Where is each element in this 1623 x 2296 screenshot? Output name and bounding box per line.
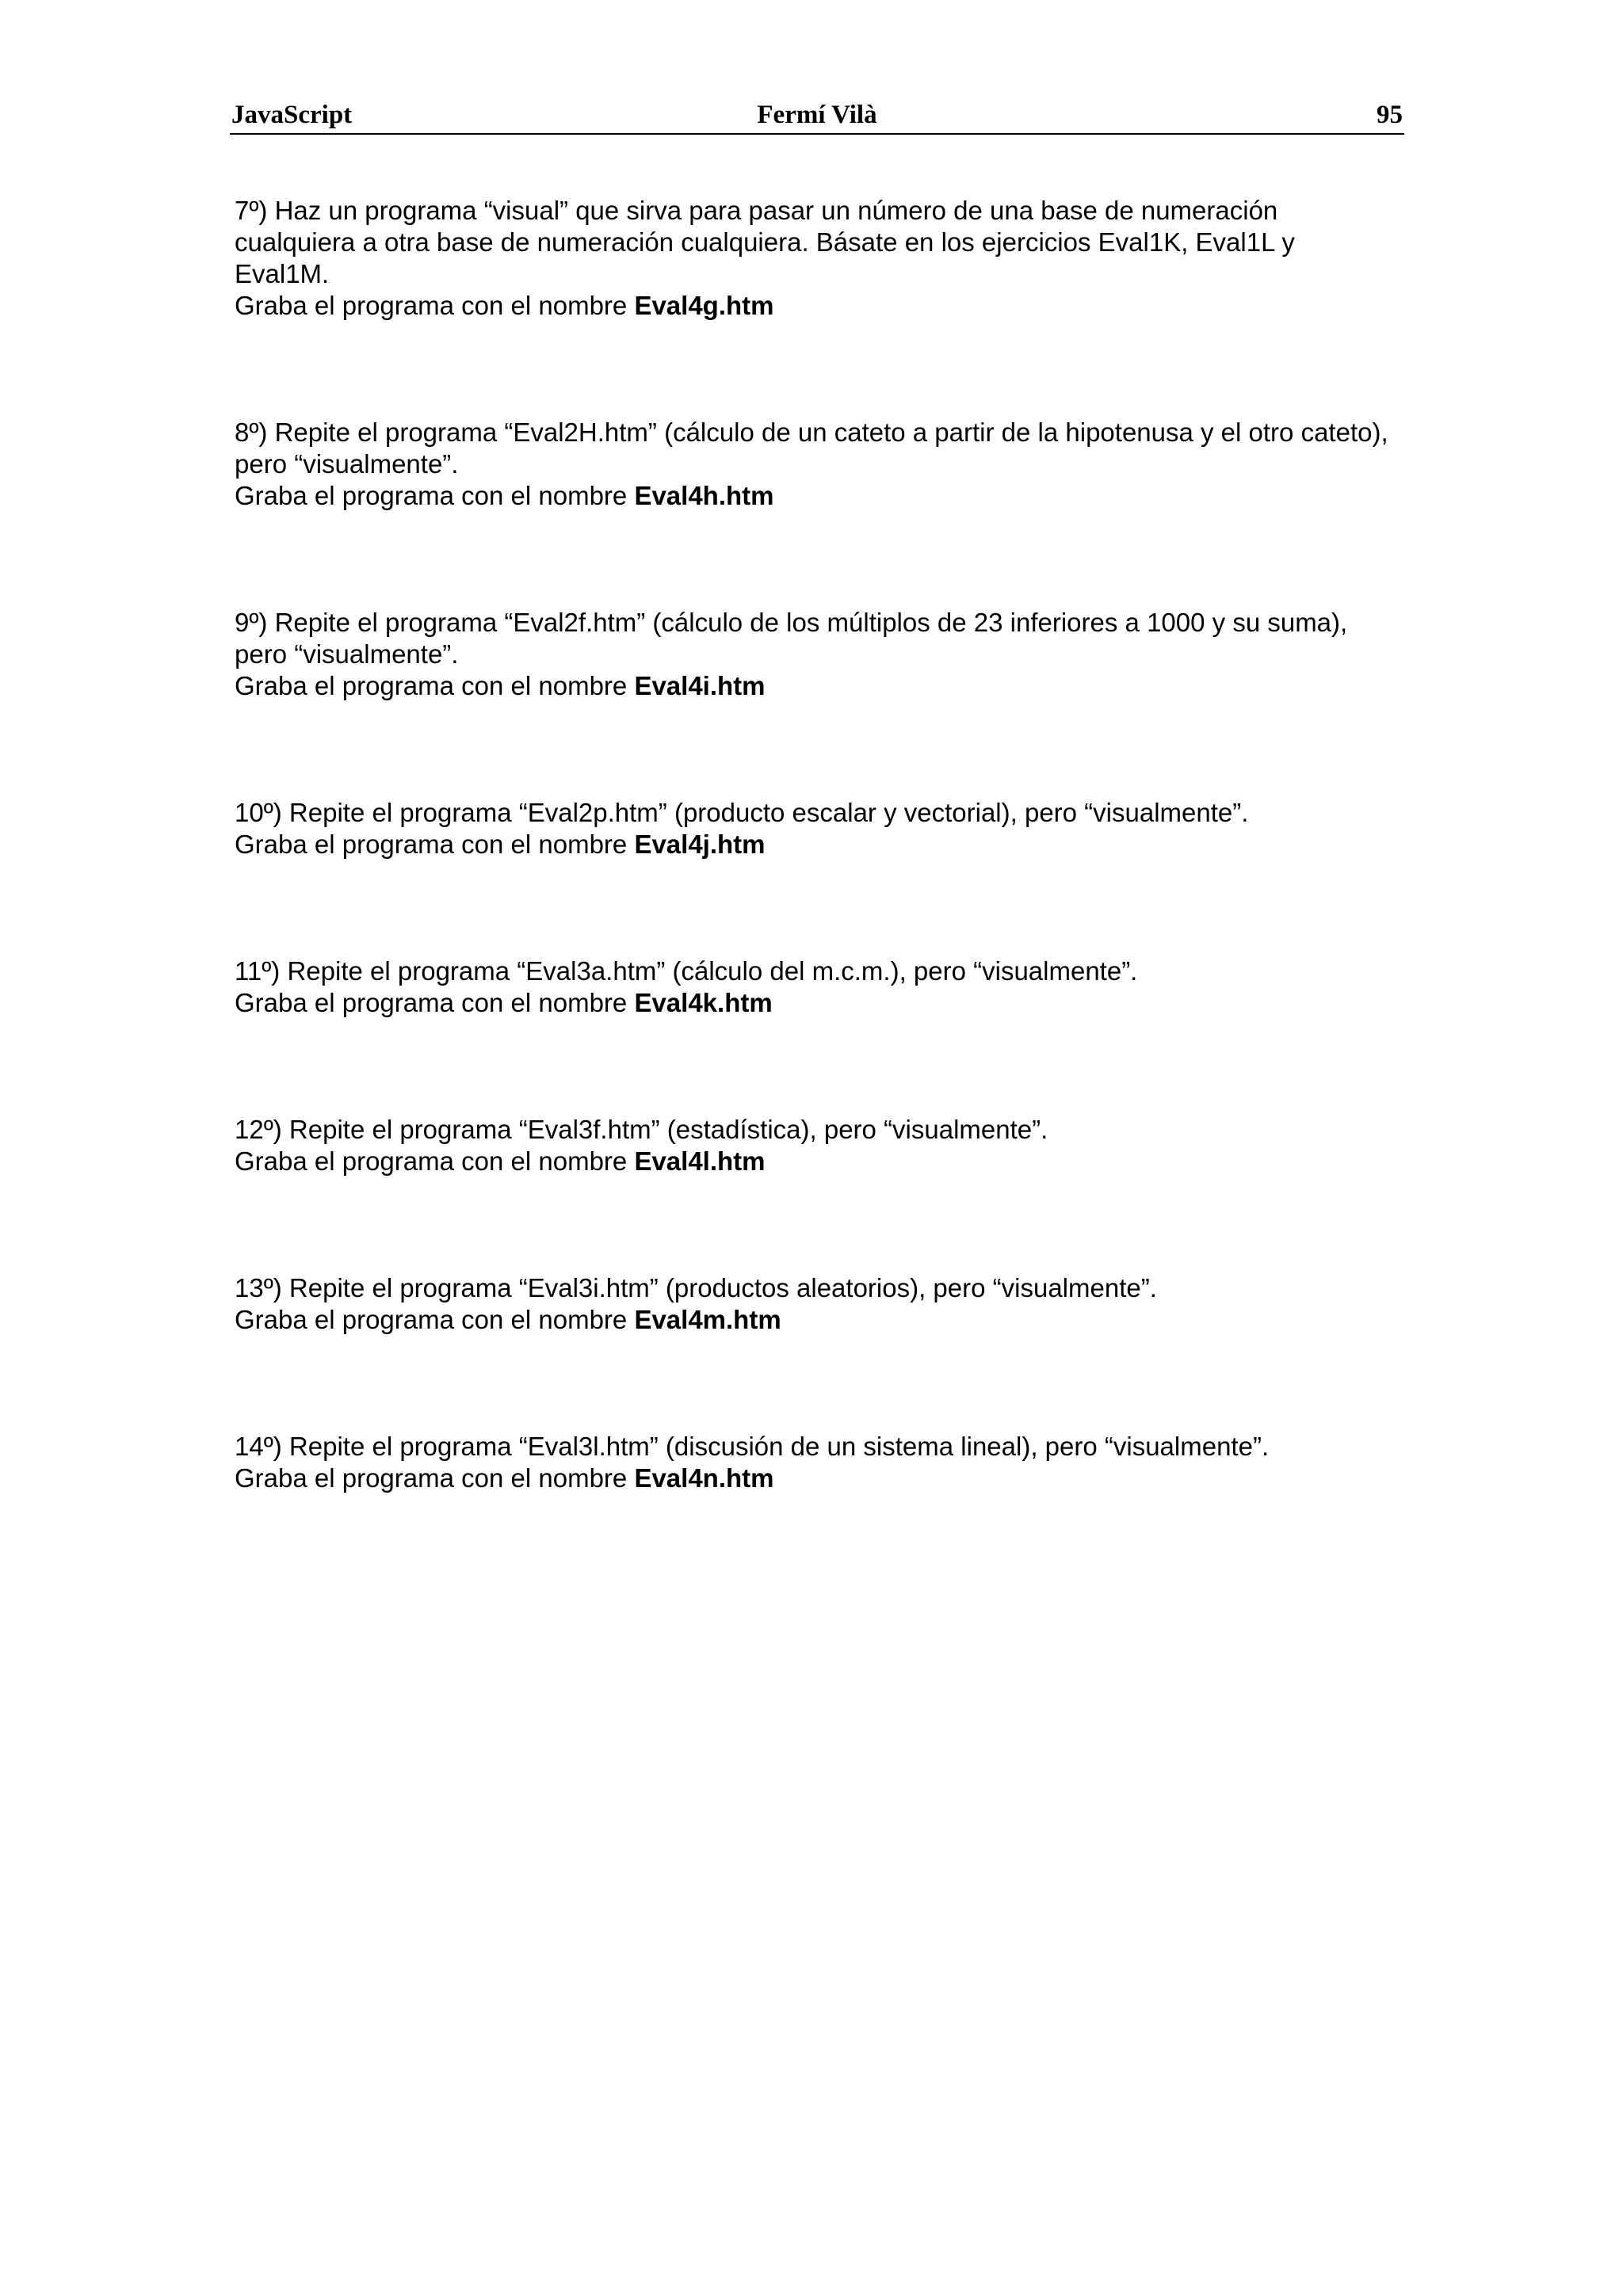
save-prefix: Graba el programa con el nombre [235, 1305, 628, 1334]
save-prefix: Graba el programa con el nombre [235, 988, 628, 1017]
exercise-9 [235, 607, 1392, 702]
exercise-statement: 12º) Repite el programa “Eval3f.htm” (estadística), pero “visualmente”. [235, 1115, 1048, 1144]
page-header [230, 98, 1404, 135]
save-prefix: Graba el programa con el nombre [235, 830, 628, 859]
exercise-statement: 9º) Repite el programa “Eval2f.htm” (cálculo de los múltiplos de 23 inferiores a 1000 y su suma), pero “visualmente”. [235, 608, 1348, 669]
save-prefix: Graba el programa con el nombre [235, 1146, 628, 1176]
exercise-save-instruction [235, 1146, 1392, 1177]
file-name: Eval4j.htm [634, 830, 766, 859]
header-author: Fermí Vilà [757, 101, 877, 129]
exercise-14 [235, 1431, 1392, 1494]
exercise-save-instruction [235, 670, 1392, 702]
file-name: Eval4m.htm [634, 1305, 781, 1334]
save-prefix: Graba el programa con el nombre [235, 481, 628, 510]
exercise-list [235, 195, 1392, 1589]
exercise-save-instruction [235, 1304, 1392, 1336]
exercise-save-instruction [235, 290, 1392, 322]
file-name: Eval4g.htm [634, 291, 774, 320]
exercise-save-instruction [235, 480, 1392, 512]
file-name: Eval4k.htm [634, 988, 773, 1017]
header-title: JavaScript [231, 101, 353, 129]
exercise-statement: 14º) Repite el programa “Eval3l.htm” (discusión de un sistema lineal), pero “visualmente”. [235, 1432, 1270, 1461]
exercise-8 [235, 417, 1392, 512]
save-prefix: Graba el programa con el nombre [235, 291, 628, 320]
exercise-statement: 13º) Repite el programa “Eval3i.htm” (productos aleatorios), pero “visualmente”. [235, 1273, 1157, 1302]
exercise-7 [235, 195, 1392, 322]
file-name: Eval4h.htm [634, 481, 774, 510]
exercise-save-instruction [235, 1463, 1392, 1494]
file-name: Eval4n.htm [634, 1463, 774, 1493]
save-prefix: Graba el programa con el nombre [235, 1463, 628, 1493]
exercise-statement: 11º) Repite el programa “Eval3a.htm” (cálculo del m.c.m.), pero “visualmente”. [235, 956, 1138, 986]
exercise-save-instruction [235, 829, 1392, 860]
save-prefix: Graba el programa con el nombre [235, 671, 628, 700]
exercise-10 [235, 797, 1392, 860]
file-name: Eval4i.htm [634, 671, 766, 700]
exercise-statement: 7º) Haz un programa “visual” que sirva para pasar un número de una base de numeración cualquiera a otra base de numeración cualquiera. Básate en los ejercicios Eval1K, Eval1L y Eval1M. [235, 196, 1295, 288]
exercise-11 [235, 955, 1392, 1019]
page-number: 95 [1377, 101, 1403, 129]
exercise-12 [235, 1114, 1392, 1177]
exercise-statement: 8º) Repite el programa “Eval2H.htm” (cálculo de un cateto a partir de la hipotenusa y el otro cateto), pero “visualmente”. [235, 418, 1388, 479]
exercise-13 [235, 1272, 1392, 1336]
file-name: Eval4l.htm [634, 1146, 766, 1176]
exercise-save-instruction [235, 987, 1392, 1019]
exercise-statement: 10º) Repite el programa “Eval2p.htm” (producto escalar y vectorial), pero “visualmente”. [235, 798, 1249, 827]
